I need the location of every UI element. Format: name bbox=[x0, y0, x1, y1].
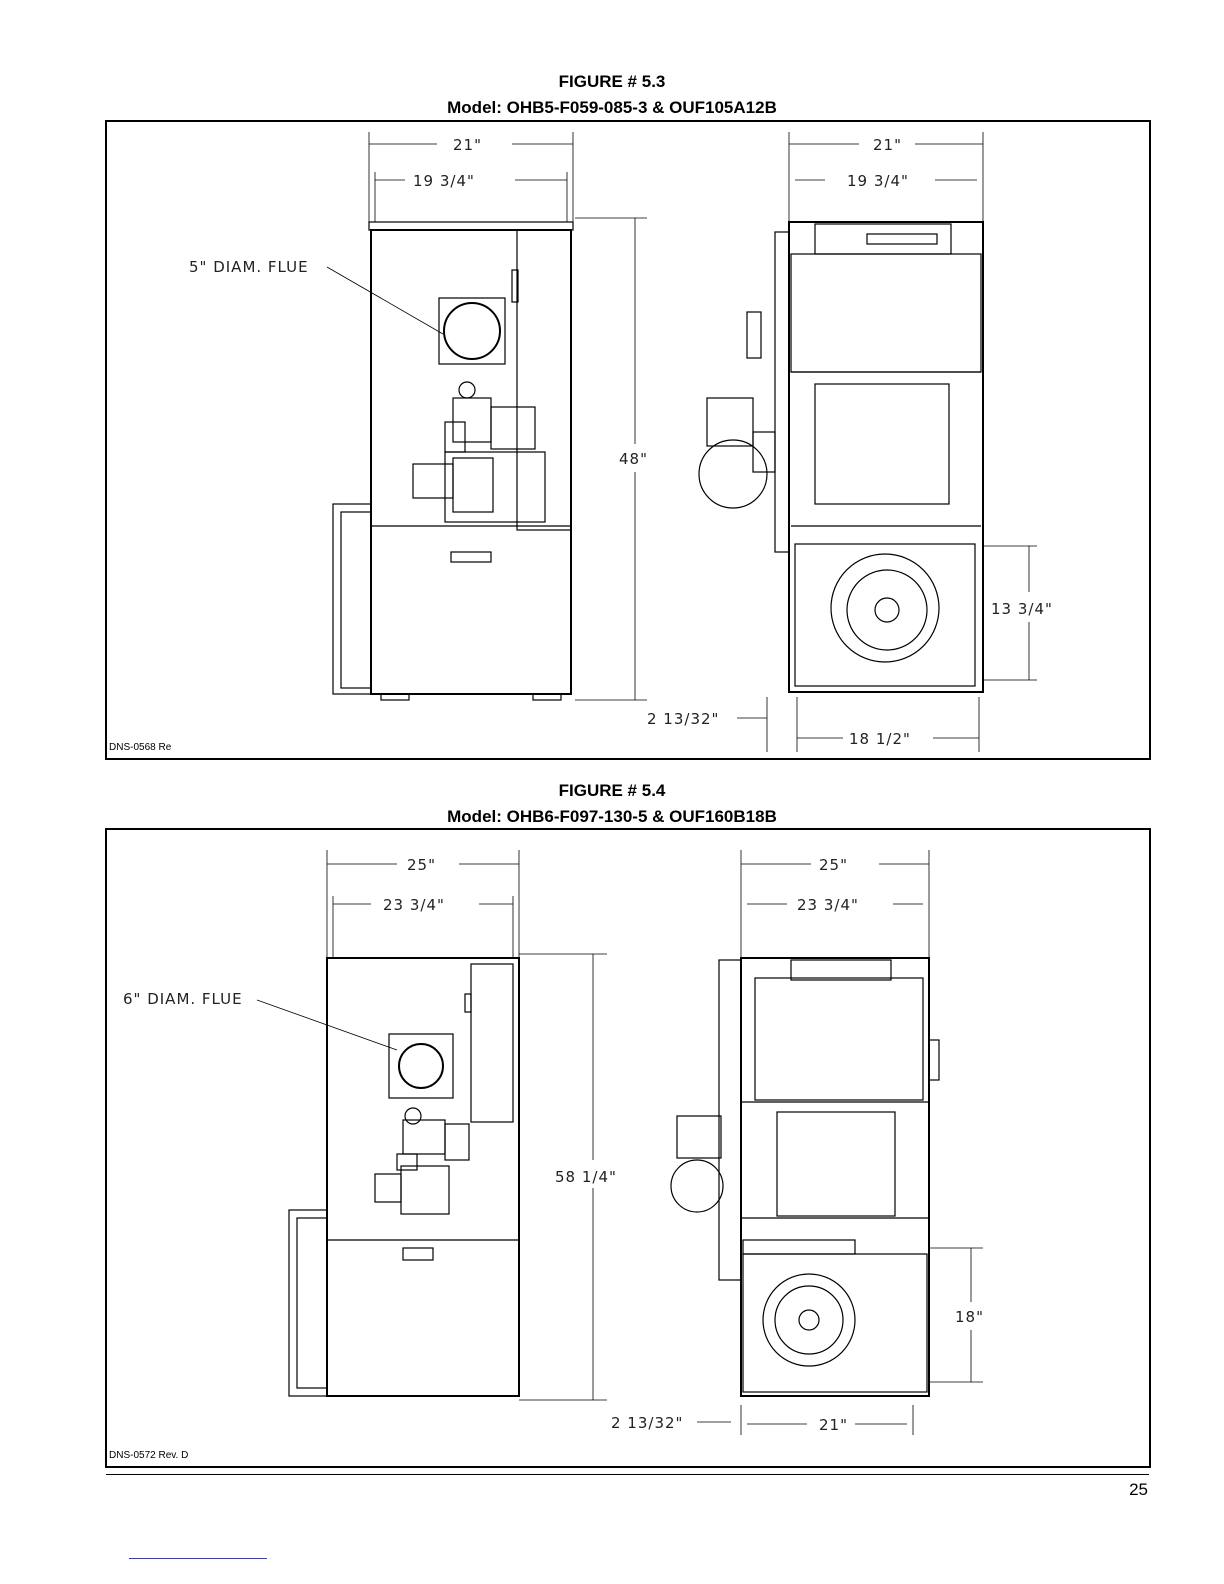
page-number: 25 bbox=[1129, 1480, 1148, 1499]
dim-height: 48" bbox=[619, 450, 648, 468]
dim-flue-label: 6" DIAM. FLUE bbox=[123, 990, 243, 1008]
dim-outer-width-side: 21" bbox=[873, 136, 902, 154]
figure-5-4-drawing-number: DNS-0572 Rev. D bbox=[109, 1450, 189, 1461]
dim-inner-width-side: 19 3/4" bbox=[847, 172, 909, 190]
dim-inner-width-front: 19 3/4" bbox=[413, 172, 475, 190]
figure-5-4-title: FIGURE # 5.4 bbox=[558, 781, 666, 800]
front-view-furnace bbox=[327, 132, 767, 718]
dim-height: 58 1/4" bbox=[555, 1168, 617, 1186]
side-view-furnace bbox=[671, 850, 983, 1435]
footer-rule bbox=[106, 1474, 1149, 1475]
figure-5-3-drawing bbox=[107, 122, 1153, 762]
figure-5-4-dimension-labels bbox=[123, 856, 984, 1434]
dim-flue-label: 5" DIAM. FLUE bbox=[189, 258, 309, 276]
dim-base-offset: 2 13/32" bbox=[647, 710, 720, 728]
figure-5-3-panel bbox=[105, 120, 1151, 760]
dim-blower-height: 18" bbox=[955, 1308, 984, 1326]
dim-inner-width-side: 23 3/4" bbox=[797, 896, 859, 914]
figure-5-3-dimension-labels bbox=[189, 136, 1053, 748]
dim-blower-height: 13 3/4" bbox=[991, 600, 1053, 618]
dim-outer-width-front: 21" bbox=[453, 136, 482, 154]
figure-5-4-model: Model: OHB6-F097-130-5 & OUF160B18B bbox=[447, 807, 777, 826]
dim-outer-width-front: 25" bbox=[407, 856, 436, 874]
link-underline[interactable] bbox=[129, 1558, 267, 1559]
figure-5-3-model: Model: OHB5-F059-085-3 & OUF105A12B bbox=[447, 98, 777, 117]
dim-base-width: 21" bbox=[819, 1416, 848, 1434]
figure-5-4-panel bbox=[105, 828, 1151, 1468]
dim-base-offset: 2 13/32" bbox=[611, 1414, 684, 1432]
figure-5-4-drawing bbox=[107, 830, 1153, 1470]
figure-5-3-drawing-number: DNS-0568 Re bbox=[109, 742, 172, 753]
dim-inner-width-front: 23 3/4" bbox=[383, 896, 445, 914]
side-view-furnace bbox=[699, 132, 1037, 752]
figure-5-3-title: FIGURE # 5.3 bbox=[558, 72, 666, 91]
dim-base-width: 18 1/2" bbox=[849, 730, 911, 748]
dim-outer-width-side: 25" bbox=[819, 856, 848, 874]
front-view-furnace bbox=[257, 850, 731, 1422]
